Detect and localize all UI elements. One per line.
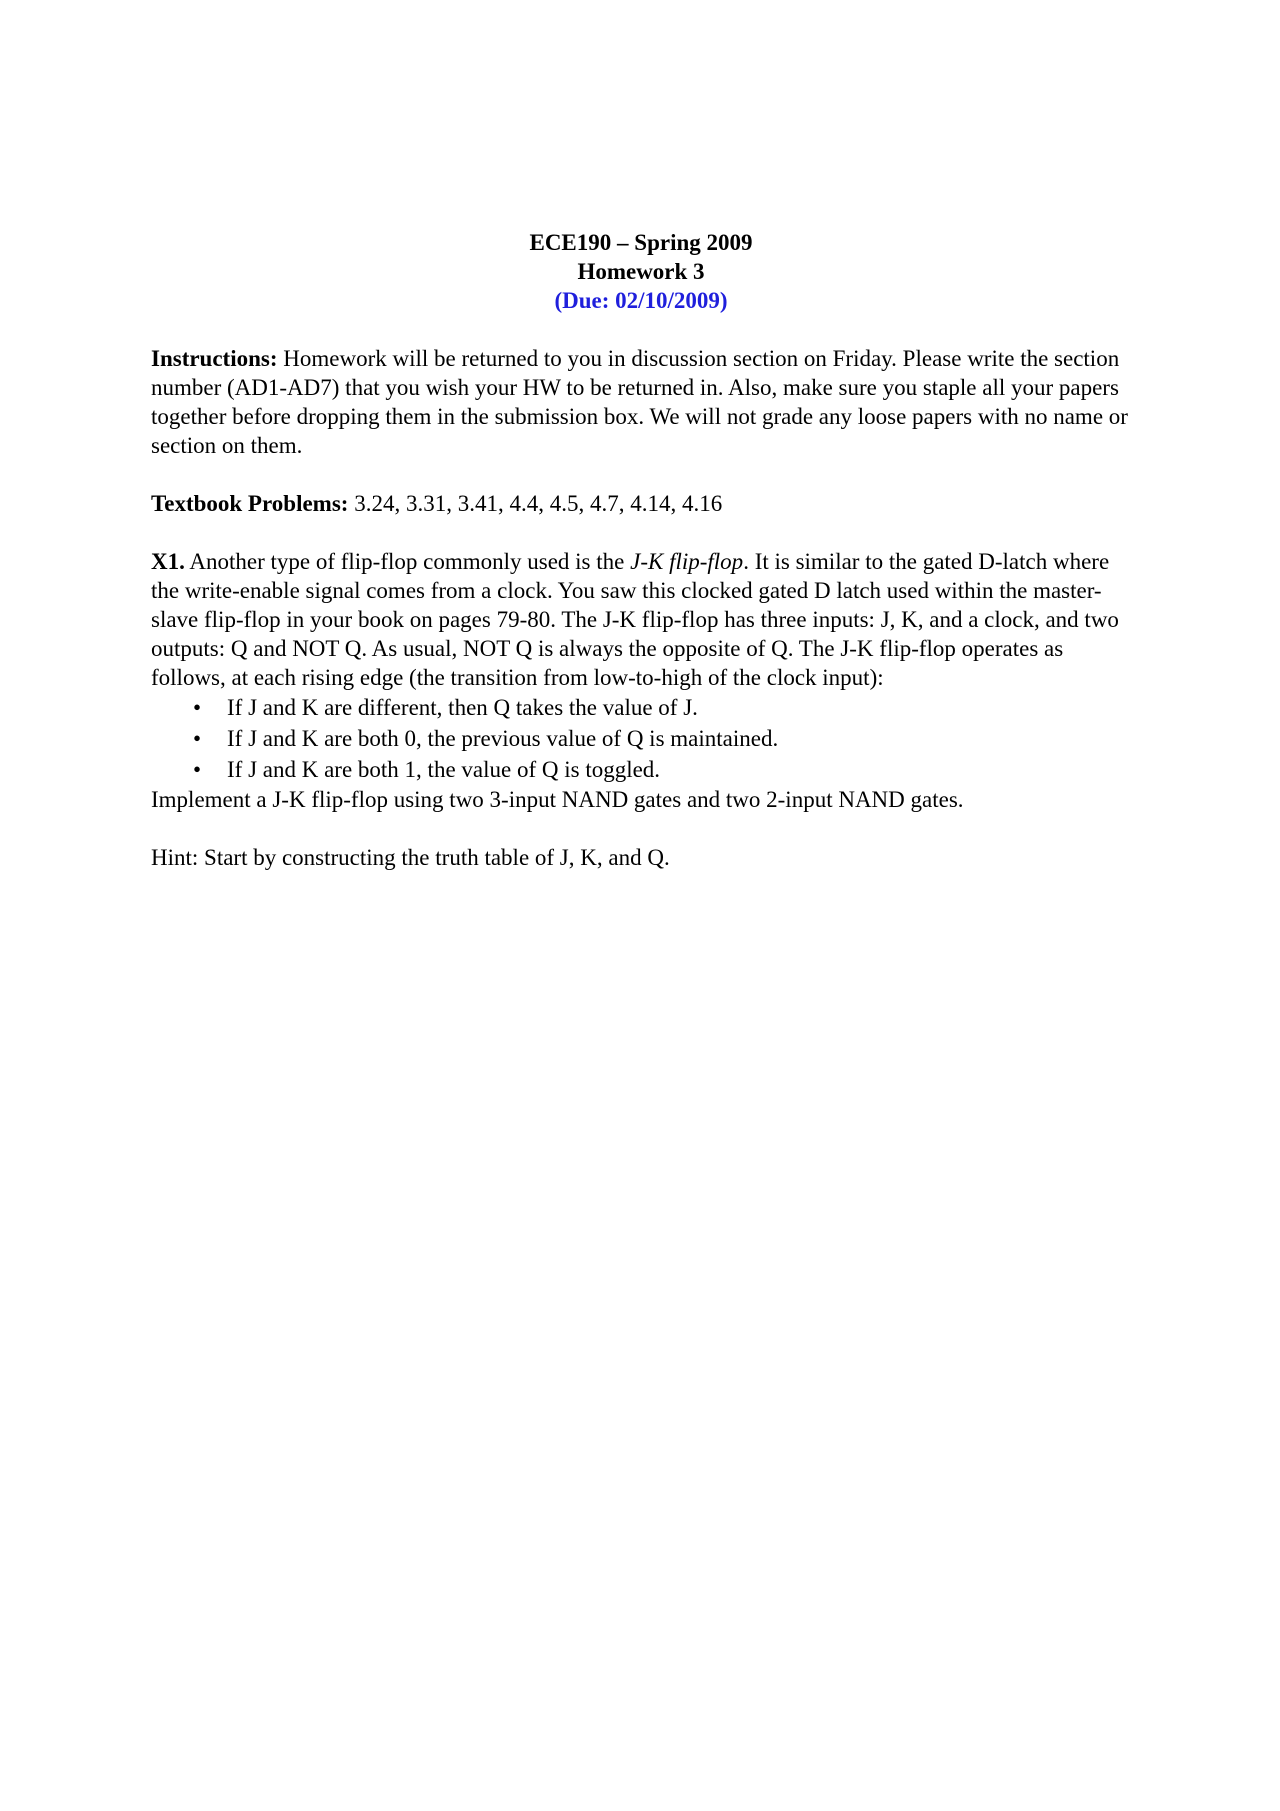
hint-paragraph: Hint: Start by constructing the truth table of J, K, and Q. [151,845,670,870]
bullet-icon: • [193,726,202,751]
list-item-text: If J and K are both 0, the previous value of Q is maintained. [227,726,779,751]
problem-x1-term: J-K flip-flop [630,549,744,574]
textbook-problems-list: 3.24, 3.31, 3.41, 4.4, 4.5, 4.7, 4.14, 4.16 [348,491,723,516]
homework-title: Homework 3 [577,259,705,284]
textbook-problems-label: Textbook Problems: [151,491,349,516]
course-title: ECE190 – Spring 2009 [529,230,753,255]
list-item [193,723,1131,754]
problem-x1-text-before: Another type of flip-flop commonly used is the [184,549,631,574]
problem-x1-rules-list [151,692,1131,785]
problem-x1-text-after: . It is similar to the gated D-latch where the write-enable signal comes from a clock. You saw this clocked gated D latch used within the master-slave flip-flop in your book on pages 79-80. The J-K flip-flop has three inputs: J, K, and a clock, and two outputs: Q and NOT Q. As usual, NOT Q is always the opposite of Q. The J-K flip-flop operates as follows, at each rising edge (the transition from low-to-high of the clock input): [151,549,1119,690]
due-date: (Due: 02/10/2009) [554,288,728,313]
homework-page [151,228,1131,872]
list-item-text: If J and K are both 1, the value of Q is toggled. [227,757,661,782]
problem-x1-label: X1. [151,549,185,574]
list-item-text: If J and K are different, then Q takes the value of J. [227,695,698,720]
bullet-icon: • [193,695,202,720]
problem-x1-description [151,547,1131,692]
bullet-icon: • [193,757,202,782]
textbook-problems-paragraph [151,489,1131,518]
document-header [151,228,1131,315]
instructions-paragraph [151,344,1131,460]
list-item [193,754,1131,785]
instructions-label: Instructions: [151,346,278,371]
instructions-text: Homework will be returned to you in discussion section on Friday. Please write the section number (AD1-AD7) that you wish your HW to be returned in. Also, make sure you staple all your papers together before dropping them in the submission box. We will not grade any loose papers with no name or section on them. [151,346,1128,458]
list-item [193,692,1131,723]
problem-x1-implement: Implement a J-K flip-flop using two 3-input NAND gates and two 2-input NAND gates. [151,787,964,812]
problem-x1 [151,547,1131,814]
